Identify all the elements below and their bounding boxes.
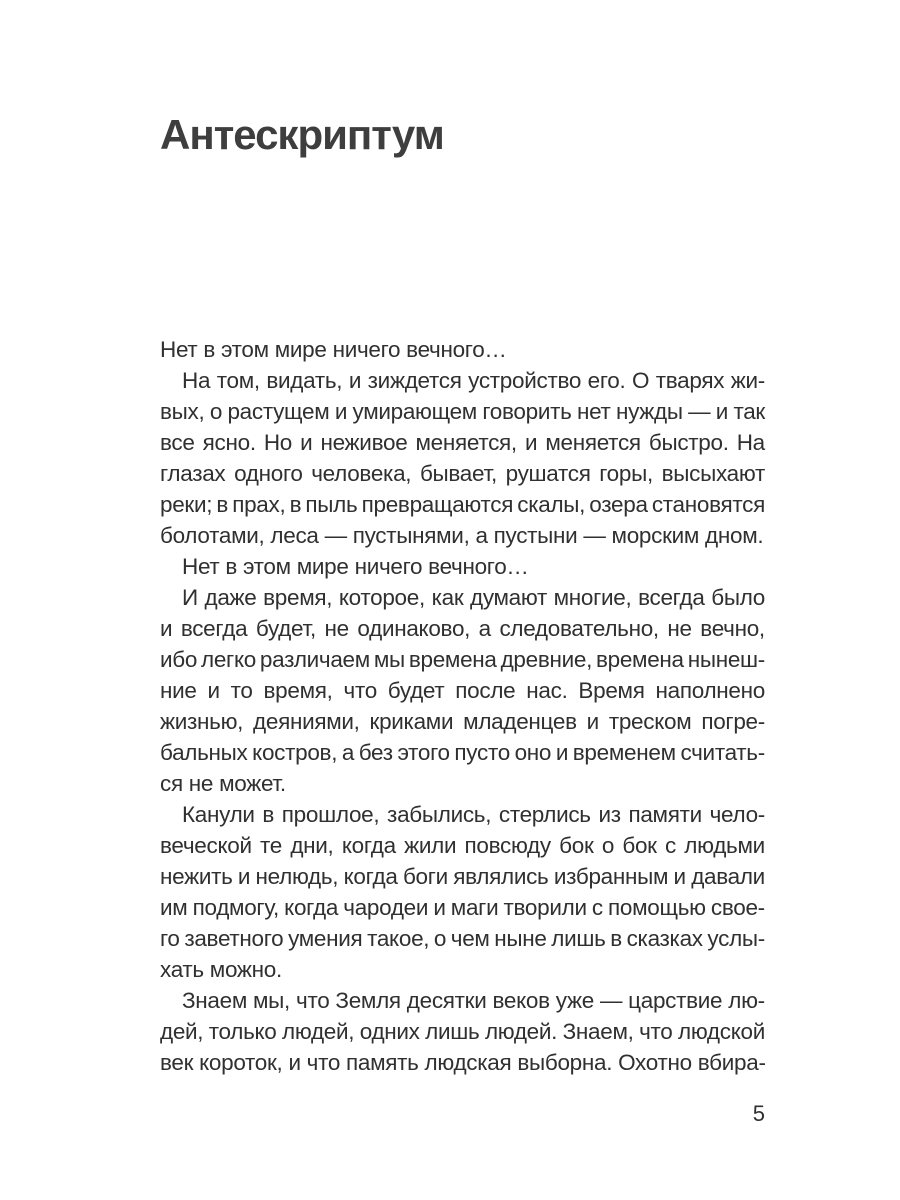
text-line: век короток, и что память людская выборна. Охотно вбира- [160, 1050, 766, 1075]
text-line: глазах одного человека, бывает, рушатся горы, высыхают [160, 461, 765, 486]
text-line: Знаем мы, что Земля десятки веков уже — царствие лю- [182, 988, 765, 1013]
body-text [160, 334, 765, 1078]
text-line: бальных костров, а без этого пусто оно и временем считать- [160, 740, 765, 765]
text-line: веческой те дни, когда жили повсюду бок о бок с людьми [160, 833, 765, 858]
text-line: вых, о растущем и умирающем говорить нет нужды — и так [160, 399, 765, 424]
text-line: болотами, леса — пустынями, а пустыни — морским дном. [160, 523, 764, 548]
text-line: ся не может. [160, 771, 286, 796]
page-number: 5 [752, 1101, 765, 1126]
text-line: Нет в этом мире ничего вечного… [160, 337, 507, 362]
text-line: и всегда будет, не одинаково, а следовательно, не вечно, [160, 616, 765, 641]
text-line: все ясно. Но и неживое меняется, и меняется быстро. На [160, 430, 765, 455]
text-line: жизнью, деяниями, криками младенцев и треском погре- [160, 709, 765, 734]
text-line: реки; в прах, в пыль превращаются скалы, озера становятся [160, 492, 765, 517]
text-line: ибо легко различаем мы времена древние, времена нынеш- [160, 647, 765, 672]
text-line: дей, только людей, одних лишь людей. Знаем, что людской [160, 1019, 765, 1044]
text-line: Канули в прошлое, забылись, стерлись из памяти чело- [182, 802, 765, 827]
text-line: На том, видать, и зиждется устройство его. О тварях жи- [182, 368, 765, 393]
text-line: И даже время, которое, как думают многие, всегда было [182, 585, 765, 610]
text-line: нежить и нелюдь, когда боги являлись избранным и давали [160, 864, 765, 889]
text-line: ние и то время, что будет после нас. Время наполнено [160, 678, 765, 703]
chapter-title: Антескриптум [160, 111, 444, 158]
text-line: им подмогу, когда чародеи и маги творили с помощью свое- [160, 895, 765, 920]
text-line: го заветного умения такое, о чем ныне лишь в сказках услы- [160, 926, 765, 951]
text-line: хать можно. [160, 957, 282, 982]
text-line: Нет в этом мире ничего вечного… [182, 554, 529, 579]
